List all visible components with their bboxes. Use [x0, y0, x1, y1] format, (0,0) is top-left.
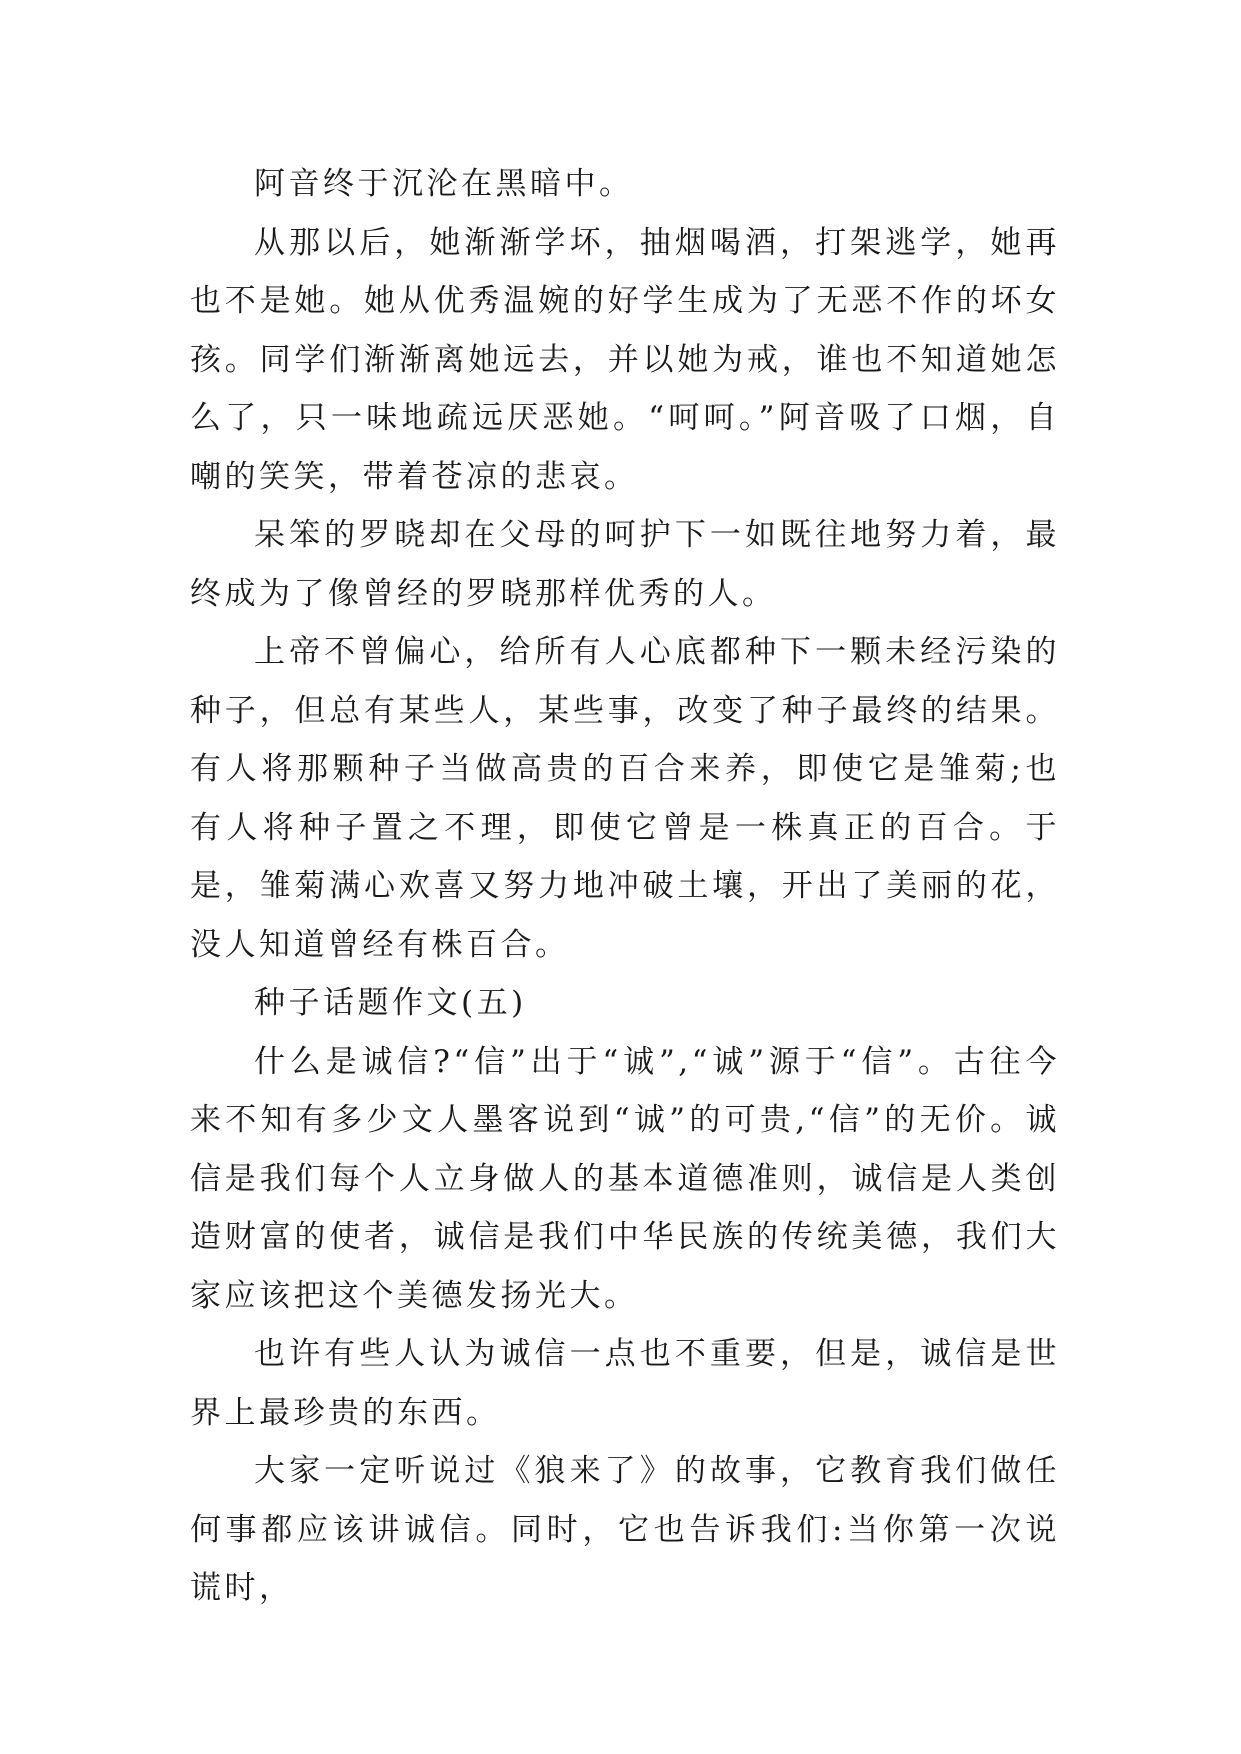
section-heading: 种子话题作文(五) — [254, 985, 527, 1021]
paragraph: 大家一定听说过《狼来了》的故事，它教育我们做任何事都应该讲诚信。同时，它也告诉我们:当你第一次说谎时， — [190, 1453, 1060, 1606]
paragraph: 呆笨的罗晓却在父母的呵护下一如既往地努力着，最终成为了像曾经的罗晓那样优秀的人。 — [190, 517, 1060, 612]
paragraph: 阿音终于沉沦在黑暗中。 — [254, 166, 634, 202]
document-body — [190, 155, 1060, 1618]
paragraph: 上帝不曾偏心，给所有人心底都种下一颗未经污染的种子，但总有某些人，某些事，改变了种子最终的结果。有人将那颗种子当做高贵的百合来养，即使它是雏菊;也有人将种子置之不理，即使它曾是一株真正的百合。于是，雏菊满心欢喜又努力地冲破土壤，开出了美丽的花，没人知道曾经有株百合。 — [190, 634, 1060, 963]
paragraph: 什么是诚信?“信”出于“诚”,“诚”源于“信”。古往今来不知有多少文人墨客说到“诚”的可贵,“信”的无价。诚信是我们每个人立身做人的基本道德准则，诚信是人类创造财富的使者，诚信是我们中华民族的传统美德，我们大家应该把这个美德发扬光大。 — [190, 1043, 1060, 1314]
paragraph: 从那以后，她渐渐学坏，抽烟喝酒，打架逃学，她再也不是她。她从优秀温婉的好学生成为了无恶不作的坏女孩。同学们渐渐离她远去，并以她为戒，谁也不知道她怎么了，只一味地疏远厌恶她。“呵呵。”阿音吸了口烟，自嘲的笑笑，带着苍凉的悲哀。 — [190, 224, 1060, 495]
paragraph: 也许有些人认为诚信一点也不重要，但是，诚信是世界上最珍贵的东西。 — [190, 1336, 1060, 1431]
